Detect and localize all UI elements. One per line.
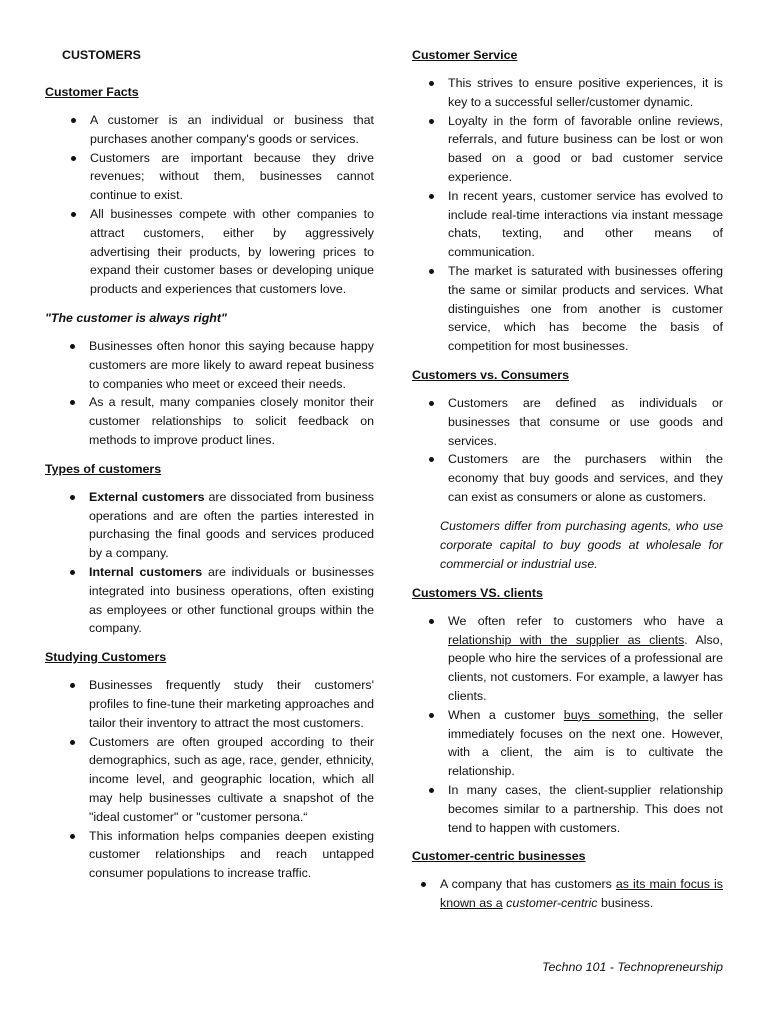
always-right-list	[45, 337, 374, 450]
list-item: Loyalty in the form of favorable online reviews, referrals, and future business can be lost or won based on a good or bad customer service experience.	[448, 112, 723, 187]
left-column	[45, 46, 374, 893]
buys-something-underline: buys something	[563, 707, 656, 722]
list-item: Customers are important because they drive revenues; without them, businesses cannot continue to exist.	[90, 149, 374, 205]
text-span: When a customer	[448, 707, 564, 722]
list-item: Businesses frequently study their customers' profiles to fine-tune their marketing approaches and tailor their inventory to attract the most customers.	[89, 676, 374, 732]
purchasing-agents-note: Customers differ from purchasing agents, who use corporate capital to buy goods at wholesale for commercial or industrial use.	[440, 518, 723, 571]
heading-customer-facts: Customer Facts	[45, 85, 139, 99]
list-item	[89, 563, 374, 638]
list-item: This information helps companies deepen existing customer relationships and reach untapped consumer populations to increase traffic.	[89, 827, 374, 883]
consumers-list	[412, 394, 723, 507]
list-item: In recent years, customer service has evolved to include real-time interactions via instant message chats, texting, and other means of communication.	[448, 187, 723, 262]
relationship-clients-underline: relationship with the supplier as clients	[448, 632, 685, 647]
term-internal: Internal customers	[89, 564, 203, 579]
term-external: External customers	[89, 489, 205, 504]
heading-customers-vs-consumers: Customers vs. Consumers	[412, 367, 570, 382]
studying-list	[45, 676, 374, 883]
main-focus-underline: as its main focus is known as a	[440, 877, 723, 911]
text-span: . Also, people who hire the services of a professional are clients, not customers. For example, a lawyer has clients.	[448, 632, 723, 703]
clients-list	[412, 612, 723, 838]
heading-types-of-customers: Types of customers	[45, 461, 162, 476]
heading-customers-vs-clients: Customers VS. clients	[412, 585, 543, 600]
list-item	[89, 488, 374, 563]
heading-customer-centric: Customer-centric businesses	[412, 849, 586, 864]
customer-service-list	[412, 74, 723, 356]
list-item	[448, 706, 723, 781]
list-item: All businesses compete with other companies to attract customers, either by aggressively advertising their products, by lowering prices to expand their customer bases or developing unique products and experiences that customers love.	[90, 205, 374, 299]
page-title: CUSTOMERS	[62, 48, 141, 62]
list-item: In many cases, the client-supplier relationship becomes similar to a partnership. This does not tend to happen with customers.	[448, 781, 723, 837]
customer-centric-term: customer-centric	[506, 896, 598, 911]
right-column	[412, 46, 723, 923]
text-span: We often refer to customers who have a	[448, 613, 723, 628]
customer-facts-list	[45, 111, 374, 299]
footer-course: Techno 101 - Technopreneurship	[542, 960, 723, 974]
heading-always-right: "The customer is always right"	[45, 310, 227, 325]
list-item	[440, 875, 723, 913]
external-description: are dissociated from business operations and are often the parties interested in purchasing the final goods and services produced by a company.	[89, 489, 374, 561]
centric-list	[412, 875, 723, 913]
list-item: Customers are the purchasers within the economy that buy goods and services, and they can exist as consumers or alone as customers.	[448, 450, 723, 506]
text-span: business.	[597, 896, 654, 911]
list-item: As a result, many companies closely monitor their customer relationships to solicit feedback on methods to improve product lines.	[89, 393, 374, 449]
list-item: Customers are often grouped according to their demographics, such as age, race, gender, ethnicity, income level, and geographic location, which all may help businesses cultivate a snapshot of the "ideal customer" or "customer persona.“	[89, 733, 374, 827]
list-item: A customer is an individual or business that purchases another company's goods or services.	[90, 111, 374, 149]
internal-description: are individuals or businesses integrated into business operations, often existing as employees or other functional groups within the company.	[89, 564, 374, 636]
text-span: , the seller immediately focuses on the next one. However, with a client, the aim is to cultivate the relationship.	[448, 707, 723, 779]
list-item: The market is saturated with businesses offering the same or similar products and services. What distinguishes one from another is customer service, which has become the basis of competition for most businesses.	[448, 262, 723, 356]
list-item	[448, 612, 723, 706]
list-item: Businesses often honor this saying because happy customers are more likely to award repeat business to companies who meet or exceed their needs.	[89, 337, 374, 393]
list-item: This strives to ensure positive experiences, it is key to a successful seller/customer dynamic.	[448, 74, 723, 112]
heading-customer-service: Customer Service	[412, 48, 518, 62]
heading-studying-customers: Studying Customers	[45, 650, 167, 665]
list-item: Customers are defined as individuals or businesses that consume or use goods and services.	[448, 394, 723, 450]
types-list	[45, 488, 374, 638]
text-span: A company that has customers	[440, 877, 616, 892]
